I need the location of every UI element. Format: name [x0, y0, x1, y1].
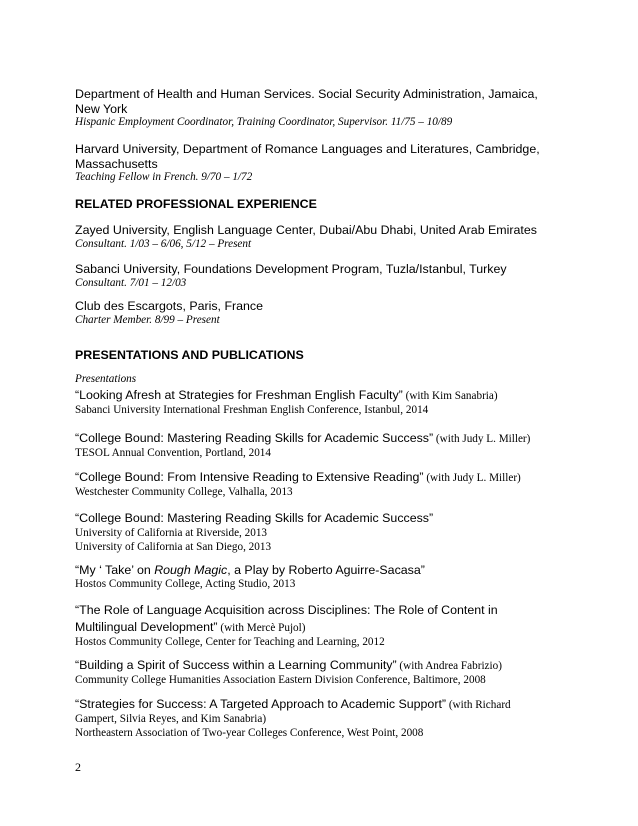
presentation-entry	[75, 695, 553, 740]
presentation-entry	[75, 563, 553, 591]
employment-role: Hispanic Employment Coordinator, Training Coordinator, Supervisor. 11/75 – 10/89	[75, 116, 453, 128]
presentation-title: “College Bound: Mastering Reading Skills for Academic Success”	[75, 431, 434, 445]
presentation-title: “Strategies for Success: A Targeted Approach to Academic Support”	[75, 697, 447, 711]
presentation-title-emphasis: Rough Magic	[154, 563, 228, 577]
presentation-title: “My ‘ Take’ on	[75, 563, 155, 577]
presentation-venue: Community College Humanities Association Eastern Division Conference, Baltimore, 2008	[75, 674, 486, 686]
presentation-title: “College Bound: From Intensive Reading to Extensive Reading”	[75, 470, 424, 484]
presentation-venue: TESOL Annual Convention, Portland, 2014	[75, 447, 271, 459]
presentation-title: “The Role of Language Acquisition across Disciplines: The Role of Content in	[75, 603, 498, 617]
presentation-entry	[75, 656, 553, 688]
presentation-venue: University of California at Riverside, 2013	[75, 527, 268, 539]
related-org: Zayed University, English Language Center, Dubai/Abu Dhabi, United Arab Emirates	[75, 223, 537, 237]
section-heading-presentations: PRESENTATIONS AND PUBLICATIONS	[75, 348, 304, 362]
presentations-subheading: Presentations	[75, 373, 137, 385]
related-org: Sabanci University, Foundations Development Program, Tuzla/Istanbul, Turkey	[75, 262, 507, 276]
related-org: Club des Escargots, Paris, France	[75, 299, 264, 313]
related-role: Consultant. 1/03 – 6/06, 5/12 – Present	[75, 237, 252, 250]
presentation-entry	[75, 509, 553, 554]
presentation-coauthor-cont: Gampert, Silvia Reyes, and Kim Sanabria)	[75, 713, 267, 725]
presentation-title-cont: Multilingual Development”	[75, 619, 218, 634]
presentation-entry	[75, 603, 553, 649]
employment-entry	[75, 142, 553, 185]
employment-org-cont: Massachusetts	[75, 156, 158, 171]
presentation-venue: Hostos Community College, Acting Studio, 2013	[75, 577, 296, 590]
presentation-coauthor: (with Judy L. Miller)	[423, 472, 521, 484]
presentation-venue: Hostos Community College, Center for Teaching and Learning, 2012	[75, 635, 385, 648]
presentation-venue: Sabanci University International Freshman English Conference, Istanbul, 2014	[75, 404, 429, 416]
presentation-entry	[75, 429, 553, 461]
presentation-title: “Building a Spirit of Success within a Learning Community”	[75, 658, 397, 672]
presentation-entry	[75, 386, 553, 418]
employment-entry	[75, 87, 553, 130]
related-role: Charter Member. 8/99 – Present	[75, 313, 220, 326]
presentation-coauthor: (with Kim Sanabria)	[402, 390, 498, 402]
employment-role: Teaching Fellow in French. 9/70 – 1/72	[75, 171, 253, 183]
presentation-coauthor: (with Mercè Pujol)	[217, 621, 306, 634]
presentation-coauthor: (with Andrea Fabrizio)	[396, 660, 502, 672]
presentation-venue: Northeastern Association of Two-year Colleges Conference, West Point, 2008	[75, 726, 424, 739]
related-entry	[75, 299, 553, 327]
presentation-venue: Westchester Community College, Valhalla, 2013	[75, 486, 293, 498]
employment-org: Harvard University, Department of Romance Languages and Literatures, Cambridge,	[75, 142, 540, 156]
presentation-title: “Looking Afresh at Strategies for Freshman English Faculty”	[75, 388, 403, 402]
related-role: Consultant. 7/01 – 12/03	[75, 276, 187, 289]
presentation-entry	[75, 468, 553, 500]
section-heading-related: RELATED PROFESSIONAL EXPERIENCE	[75, 197, 317, 211]
presentation-title: “College Bound: Mastering Reading Skills for Academic Success”	[75, 511, 434, 525]
presentation-coauthor: (with Richard	[446, 699, 511, 711]
page-number: 2	[75, 760, 81, 774]
employment-org-cont: New York	[75, 101, 128, 116]
presentation-coauthor: (with Judy L. Miller)	[433, 433, 531, 445]
presentation-venue: University of California at San Diego, 2013	[75, 540, 272, 553]
employment-org: Department of Health and Human Services. Social Security Administration, Jamaica,	[75, 87, 538, 101]
related-entry	[75, 262, 553, 290]
related-entry	[75, 223, 553, 251]
presentation-title-rest: , a Play by Roberto Aguirre-Sacasa”	[227, 563, 425, 577]
